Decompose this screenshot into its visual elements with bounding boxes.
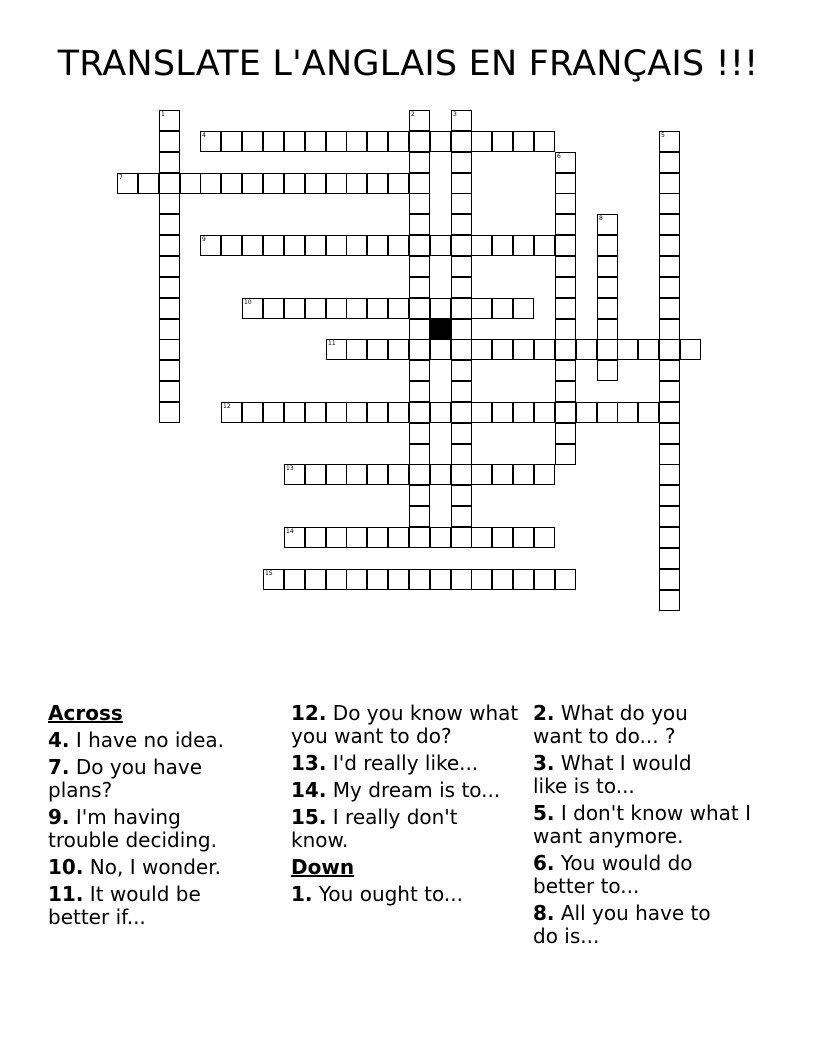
grid-cell[interactable] bbox=[430, 131, 451, 152]
grid-cell[interactable] bbox=[409, 256, 430, 277]
grid-cell[interactable] bbox=[326, 527, 347, 548]
grid-cell[interactable] bbox=[409, 464, 430, 485]
grid-cell[interactable] bbox=[388, 464, 409, 485]
grid-cell[interactable] bbox=[409, 527, 430, 548]
grid-cell[interactable] bbox=[388, 298, 409, 319]
grid-cell[interactable] bbox=[367, 569, 388, 590]
grid-cell[interactable] bbox=[284, 527, 305, 548]
grid-cell[interactable] bbox=[409, 423, 430, 444]
grid-cell[interactable] bbox=[451, 402, 472, 423]
grid-cell[interactable] bbox=[326, 339, 347, 360]
grid-cell[interactable] bbox=[451, 506, 472, 527]
across-clue-14: 14. My dream is to... bbox=[291, 778, 501, 802]
grid-cell[interactable] bbox=[659, 444, 680, 465]
grid-cell[interactable] bbox=[492, 298, 513, 319]
grid-cell[interactable] bbox=[513, 402, 534, 423]
grid-cell[interactable] bbox=[513, 131, 534, 152]
grid-cell[interactable] bbox=[451, 569, 472, 590]
grid-cell[interactable] bbox=[221, 235, 242, 256]
grid-cell[interactable] bbox=[409, 569, 430, 590]
grid-cell[interactable] bbox=[451, 277, 472, 298]
grid-cell[interactable] bbox=[284, 402, 305, 423]
grid-cell[interactable] bbox=[555, 193, 576, 214]
grid-cell[interactable] bbox=[534, 131, 555, 152]
grid-cell[interactable] bbox=[451, 444, 472, 465]
across-clue-7: 7. Do you have plans? bbox=[48, 755, 203, 802]
grid-cell[interactable] bbox=[555, 444, 576, 465]
clue-number: 15 bbox=[265, 570, 273, 577]
down-clue-1: 1. You ought to... bbox=[291, 882, 463, 906]
grid-cell[interactable] bbox=[451, 339, 472, 360]
grid-cell[interactable] bbox=[534, 235, 555, 256]
grid-cell[interactable] bbox=[409, 214, 430, 235]
grid-cell[interactable] bbox=[659, 360, 680, 381]
grid-cell[interactable] bbox=[409, 152, 430, 173]
grid-cell[interactable] bbox=[576, 402, 597, 423]
grid-cell[interactable] bbox=[451, 193, 472, 214]
grid-cell[interactable] bbox=[409, 485, 430, 506]
grid-cell[interactable] bbox=[305, 569, 326, 590]
grid-cell[interactable] bbox=[513, 464, 534, 485]
grid-cell[interactable] bbox=[555, 402, 576, 423]
clue-number: 3 bbox=[453, 111, 457, 118]
grid-cell[interactable] bbox=[534, 464, 555, 485]
grid-cell[interactable] bbox=[597, 339, 618, 360]
clue-number: 8 bbox=[599, 215, 603, 222]
grid-cell[interactable] bbox=[409, 506, 430, 527]
grid-cell[interactable] bbox=[346, 569, 367, 590]
grid-cell[interactable] bbox=[451, 131, 472, 152]
grid-cell[interactable] bbox=[534, 569, 555, 590]
grid-cell[interactable] bbox=[367, 464, 388, 485]
grid-cell[interactable] bbox=[305, 131, 326, 152]
grid-cell[interactable] bbox=[409, 110, 430, 131]
grid-cell[interactable] bbox=[659, 277, 680, 298]
grid-cell[interactable] bbox=[200, 131, 221, 152]
grid-cell[interactable] bbox=[159, 256, 180, 277]
clue-number: 13 bbox=[286, 465, 294, 472]
grid-cell[interactable] bbox=[659, 423, 680, 444]
grid-cell[interactable] bbox=[451, 110, 472, 131]
grid-cell[interactable] bbox=[451, 381, 472, 402]
grid-cell[interactable] bbox=[346, 527, 367, 548]
grid-cell[interactable] bbox=[367, 131, 388, 152]
grid-cell[interactable] bbox=[159, 402, 180, 423]
grid-cell[interactable] bbox=[242, 298, 263, 319]
grid-cell[interactable] bbox=[180, 173, 201, 194]
grid-cell[interactable] bbox=[471, 298, 492, 319]
grid-cell[interactable] bbox=[159, 193, 180, 214]
grid-cell[interactable] bbox=[117, 173, 138, 194]
grid-cell[interactable] bbox=[367, 235, 388, 256]
grid-cell[interactable] bbox=[409, 381, 430, 402]
grid-cell[interactable] bbox=[492, 339, 513, 360]
clue-column-3 bbox=[533, 702, 803, 952]
clue-number: 4 bbox=[202, 132, 206, 139]
grid-cell[interactable] bbox=[242, 173, 263, 194]
grid-cell[interactable] bbox=[451, 423, 472, 444]
grid-cell[interactable] bbox=[451, 152, 472, 173]
puzzle-title: TRANSLATE L'ANGLAIS EN FRANÇAIS !!! bbox=[57, 44, 759, 84]
clue-number: 7 bbox=[119, 174, 123, 181]
grid-cell[interactable] bbox=[659, 152, 680, 173]
grid-cell[interactable] bbox=[659, 214, 680, 235]
grid-cell[interactable] bbox=[159, 152, 180, 173]
grid-cell[interactable] bbox=[638, 402, 659, 423]
grid-cell[interactable] bbox=[555, 360, 576, 381]
grid-cell[interactable] bbox=[430, 298, 451, 319]
grid-cell[interactable] bbox=[492, 131, 513, 152]
grid-cell[interactable] bbox=[326, 173, 347, 194]
down-clue-3: 3. What I would like is to... bbox=[533, 751, 692, 798]
grid-cell[interactable] bbox=[159, 339, 180, 360]
clue-number: 10 bbox=[244, 299, 252, 306]
grid-cell[interactable] bbox=[326, 131, 347, 152]
grid-cell[interactable] bbox=[305, 173, 326, 194]
grid-cell[interactable] bbox=[451, 214, 472, 235]
grid-cell[interactable] bbox=[159, 110, 180, 131]
grid-cell[interactable] bbox=[513, 527, 534, 548]
across-clue-10: 10. No, I wonder. bbox=[48, 855, 221, 879]
grid-cell[interactable] bbox=[659, 131, 680, 152]
grid-cell[interactable] bbox=[200, 235, 221, 256]
grid-cell[interactable] bbox=[326, 464, 347, 485]
grid-cell[interactable] bbox=[555, 298, 576, 319]
down-clue-8: 8. All you have to do is... bbox=[533, 901, 711, 948]
grid-cell[interactable] bbox=[597, 298, 618, 319]
grid-cell[interactable] bbox=[659, 381, 680, 402]
grid-cell[interactable] bbox=[451, 298, 472, 319]
across-clue-12: 12. Do you know what you want to do? bbox=[291, 701, 519, 748]
grid-cell[interactable] bbox=[346, 339, 367, 360]
grid-cell[interactable] bbox=[659, 193, 680, 214]
grid-cell[interactable] bbox=[200, 173, 221, 194]
grid-cell[interactable] bbox=[492, 527, 513, 548]
grid-cell[interactable] bbox=[659, 590, 680, 611]
grid-cell[interactable] bbox=[555, 214, 576, 235]
grid-cell[interactable] bbox=[242, 131, 263, 152]
grid-cell[interactable] bbox=[471, 402, 492, 423]
grid-cell[interactable] bbox=[305, 235, 326, 256]
grid-cell[interactable] bbox=[409, 277, 430, 298]
grid-cell[interactable] bbox=[159, 319, 180, 340]
grid-cell[interactable] bbox=[430, 464, 451, 485]
grid-cell[interactable] bbox=[221, 131, 242, 152]
grid-cell[interactable] bbox=[346, 298, 367, 319]
grid-cell[interactable] bbox=[555, 277, 576, 298]
grid-cell[interactable] bbox=[263, 173, 284, 194]
grid-cell[interactable] bbox=[159, 131, 180, 152]
down-clue-2: 2. What do you want to do... ? bbox=[533, 701, 688, 748]
grid-cell[interactable] bbox=[451, 360, 472, 381]
grid-cell[interactable] bbox=[388, 527, 409, 548]
grid-cell[interactable] bbox=[284, 464, 305, 485]
grid-cell[interactable] bbox=[555, 256, 576, 277]
grid-cell[interactable] bbox=[492, 235, 513, 256]
grid-cell[interactable] bbox=[159, 360, 180, 381]
across-clue-9: 9. I'm having trouble deciding. bbox=[48, 805, 217, 852]
grid-cell[interactable] bbox=[242, 235, 263, 256]
grid-cell[interactable] bbox=[513, 569, 534, 590]
grid-cell[interactable] bbox=[430, 235, 451, 256]
grid-cell[interactable] bbox=[346, 235, 367, 256]
grid-cell[interactable] bbox=[597, 277, 618, 298]
grid-cell[interactable] bbox=[305, 402, 326, 423]
grid-cell[interactable] bbox=[471, 131, 492, 152]
black-cell bbox=[430, 319, 451, 340]
across-clue-4: 4. I have no idea. bbox=[48, 728, 224, 752]
grid-cell[interactable] bbox=[597, 256, 618, 277]
grid-cell[interactable] bbox=[659, 339, 680, 360]
grid-cell[interactable] bbox=[555, 235, 576, 256]
grid-cell[interactable] bbox=[680, 339, 701, 360]
grid-cell[interactable] bbox=[555, 423, 576, 444]
grid-cell[interactable] bbox=[409, 402, 430, 423]
grid-cell[interactable] bbox=[388, 173, 409, 194]
clue-number: 14 bbox=[286, 528, 294, 535]
grid-cell[interactable] bbox=[597, 214, 618, 235]
across-clue-11: 11. It would be better if... bbox=[48, 882, 201, 929]
grid-cell[interactable] bbox=[409, 444, 430, 465]
grid-cell[interactable] bbox=[659, 569, 680, 590]
down-clue-5: 5. I don't know what I want anymore. bbox=[533, 801, 752, 848]
grid-cell[interactable] bbox=[159, 381, 180, 402]
clue-number: 11 bbox=[328, 340, 336, 347]
grid-cell[interactable] bbox=[513, 235, 534, 256]
grid-cell[interactable] bbox=[555, 173, 576, 194]
grid-cell[interactable] bbox=[555, 569, 576, 590]
grid-cell[interactable] bbox=[513, 298, 534, 319]
grid-cell[interactable] bbox=[451, 485, 472, 506]
clue-number: 5 bbox=[661, 132, 665, 139]
grid-cell[interactable] bbox=[346, 131, 367, 152]
grid-cell[interactable] bbox=[367, 173, 388, 194]
grid-cell[interactable] bbox=[451, 319, 472, 340]
grid-cell[interactable] bbox=[284, 235, 305, 256]
grid-cell[interactable] bbox=[451, 527, 472, 548]
grid-cell[interactable] bbox=[659, 527, 680, 548]
grid-cell[interactable] bbox=[597, 319, 618, 340]
grid-cell[interactable] bbox=[305, 527, 326, 548]
grid-cell[interactable] bbox=[430, 339, 451, 360]
grid-cell[interactable] bbox=[367, 527, 388, 548]
grid-cell[interactable] bbox=[617, 339, 638, 360]
grid-cell[interactable] bbox=[451, 173, 472, 194]
grid-cell[interactable] bbox=[659, 319, 680, 340]
grid-cell[interactable] bbox=[409, 235, 430, 256]
grid-cell[interactable] bbox=[555, 152, 576, 173]
grid-cell[interactable] bbox=[409, 339, 430, 360]
grid-cell[interactable] bbox=[409, 319, 430, 340]
grid-cell[interactable] bbox=[263, 569, 284, 590]
grid-cell[interactable] bbox=[263, 402, 284, 423]
grid-cell[interactable] bbox=[430, 402, 451, 423]
grid-cell[interactable] bbox=[555, 319, 576, 340]
grid-cell[interactable] bbox=[159, 298, 180, 319]
grid-cell[interactable] bbox=[555, 381, 576, 402]
grid-cell[interactable] bbox=[138, 173, 159, 194]
grid-cell[interactable] bbox=[492, 464, 513, 485]
grid-cell[interactable] bbox=[409, 298, 430, 319]
grid-cell[interactable] bbox=[367, 402, 388, 423]
grid-cell[interactable] bbox=[659, 298, 680, 319]
grid-cell[interactable] bbox=[346, 173, 367, 194]
grid-cell[interactable] bbox=[221, 173, 242, 194]
grid-cell[interactable] bbox=[451, 464, 472, 485]
grid-cell[interactable] bbox=[388, 131, 409, 152]
grid-cell[interactable] bbox=[659, 402, 680, 423]
grid-cell[interactable] bbox=[326, 569, 347, 590]
grid-cell[interactable] bbox=[659, 548, 680, 569]
grid-cell[interactable] bbox=[471, 235, 492, 256]
grid-cell[interactable] bbox=[326, 235, 347, 256]
grid-cell[interactable] bbox=[471, 464, 492, 485]
grid-cell[interactable] bbox=[555, 339, 576, 360]
down-clue-6: 6. You would do better to... bbox=[533, 851, 693, 898]
grid-cell[interactable] bbox=[659, 235, 680, 256]
grid-cell[interactable] bbox=[471, 527, 492, 548]
grid-cell[interactable] bbox=[659, 485, 680, 506]
grid-cell[interactable] bbox=[659, 506, 680, 527]
grid-cell[interactable] bbox=[388, 402, 409, 423]
grid-cell[interactable] bbox=[659, 173, 680, 194]
grid-cell[interactable] bbox=[451, 235, 472, 256]
grid-cell[interactable] bbox=[159, 214, 180, 235]
clue-number: 9 bbox=[202, 236, 206, 243]
grid-cell[interactable] bbox=[409, 193, 430, 214]
grid-cell[interactable] bbox=[534, 527, 555, 548]
down-heading: Down bbox=[291, 855, 355, 879]
grid-cell[interactable] bbox=[159, 235, 180, 256]
grid-cell[interactable] bbox=[471, 339, 492, 360]
grid-cell[interactable] bbox=[284, 131, 305, 152]
grid-cell[interactable] bbox=[430, 569, 451, 590]
grid-cell[interactable] bbox=[263, 235, 284, 256]
grid-cell[interactable] bbox=[597, 360, 618, 381]
grid-cell[interactable] bbox=[492, 569, 513, 590]
across-clue-13: 13. I'd really like... bbox=[291, 751, 479, 775]
grid-cell[interactable] bbox=[617, 402, 638, 423]
grid-cell[interactable] bbox=[305, 298, 326, 319]
grid-cell[interactable] bbox=[305, 464, 326, 485]
grid-cell[interactable] bbox=[430, 527, 451, 548]
grid-cell[interactable] bbox=[388, 569, 409, 590]
grid-cell[interactable] bbox=[534, 339, 555, 360]
grid-cell[interactable] bbox=[367, 298, 388, 319]
clue-number: 6 bbox=[557, 153, 561, 160]
across-heading: Across bbox=[48, 701, 123, 725]
grid-cell[interactable] bbox=[576, 339, 597, 360]
clue-number: 12 bbox=[223, 403, 231, 410]
grid-cell[interactable] bbox=[451, 256, 472, 277]
grid-cell[interactable] bbox=[221, 402, 242, 423]
grid-cell[interactable] bbox=[513, 339, 534, 360]
grid-cell[interactable] bbox=[367, 339, 388, 360]
grid-cell[interactable] bbox=[159, 277, 180, 298]
grid-cell[interactable] bbox=[242, 402, 263, 423]
grid-cell[interactable] bbox=[388, 235, 409, 256]
grid-cell[interactable] bbox=[263, 298, 284, 319]
grid-cell[interactable] bbox=[159, 173, 180, 194]
grid-cell[interactable] bbox=[659, 256, 680, 277]
clue-number: 1 bbox=[161, 111, 165, 118]
grid-cell[interactable] bbox=[284, 298, 305, 319]
grid-cell[interactable] bbox=[284, 569, 305, 590]
grid-cell[interactable] bbox=[409, 360, 430, 381]
grid-cell[interactable] bbox=[284, 173, 305, 194]
grid-cell[interactable] bbox=[534, 402, 555, 423]
clue-column-1 bbox=[48, 702, 283, 933]
grid-cell[interactable] bbox=[388, 339, 409, 360]
grid-cell[interactable] bbox=[638, 339, 659, 360]
grid-cell[interactable] bbox=[346, 464, 367, 485]
grid-cell[interactable] bbox=[326, 402, 347, 423]
across-clue-15: 15. I really don't know. bbox=[291, 805, 458, 852]
grid-cell[interactable] bbox=[409, 131, 430, 152]
clue-number: 2 bbox=[411, 111, 415, 118]
grid-cell[interactable] bbox=[471, 569, 492, 590]
grid-cell[interactable] bbox=[326, 298, 347, 319]
grid-cell[interactable] bbox=[263, 131, 284, 152]
grid-cell[interactable] bbox=[659, 464, 680, 485]
grid-cell[interactable] bbox=[409, 173, 430, 194]
grid-cell[interactable] bbox=[492, 402, 513, 423]
grid-cell[interactable] bbox=[597, 235, 618, 256]
grid-cell[interactable] bbox=[346, 402, 367, 423]
grid-cell[interactable] bbox=[597, 402, 618, 423]
clue-column-2 bbox=[291, 702, 526, 910]
